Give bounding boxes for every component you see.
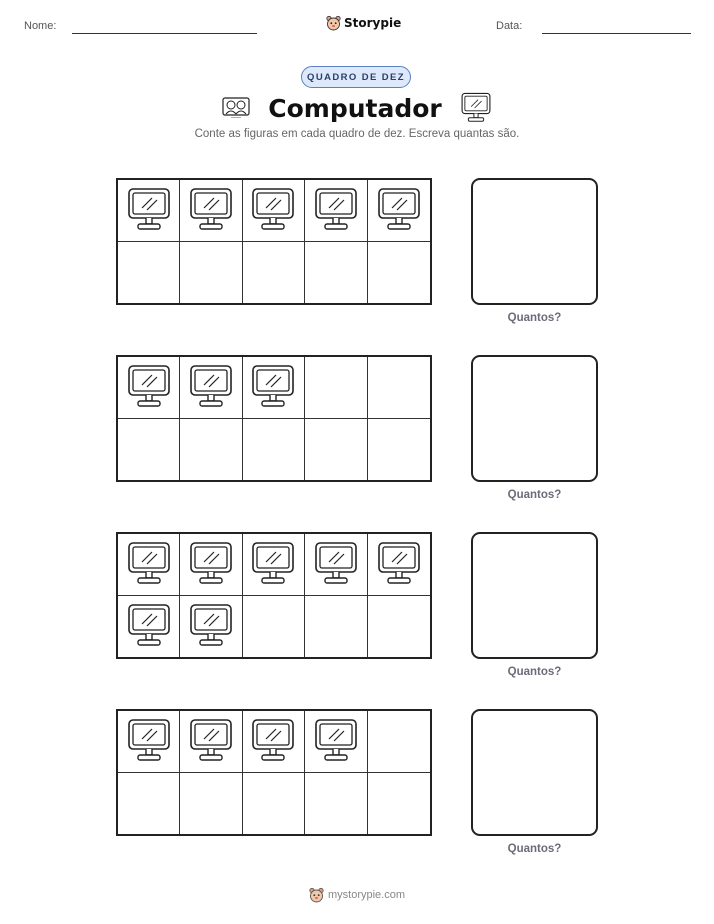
ten-frame-cell — [180, 242, 242, 304]
ten-frame-cell — [305, 534, 367, 596]
footer — [0, 884, 714, 906]
ten-frame-cell — [180, 711, 242, 773]
ten-frame — [116, 355, 432, 482]
ten-frame-cell — [180, 534, 242, 596]
ten-frame-cell — [305, 357, 367, 419]
ten-frame — [116, 709, 432, 836]
date-label: Data: — [496, 20, 523, 32]
computer-monitor-icon — [127, 187, 171, 233]
ten-frame-cell — [180, 419, 242, 481]
brand-name: Storypie — [344, 16, 402, 30]
answer-box[interactable] — [471, 178, 598, 305]
ten-frame-cell — [243, 596, 305, 658]
computer-monitor-icon — [314, 718, 358, 764]
brand-logo — [326, 13, 401, 33]
computer-monitor-icon — [127, 603, 171, 649]
instructions: Conte as figuras em cada quadro de dez. Escreva quantas são. — [194, 128, 520, 140]
kids-picture-icon — [222, 97, 250, 119]
ten-frame-cell — [305, 180, 367, 242]
footer-url: mystorypie.com — [327, 889, 406, 901]
answer-box[interactable] — [471, 355, 598, 482]
ten-frame-cell — [368, 357, 430, 419]
computer-monitor-icon — [251, 718, 295, 764]
answer-label: Quantos? — [507, 312, 562, 324]
computer-monitor-icon — [314, 541, 358, 587]
title-row — [0, 88, 714, 128]
ten-frame-cell — [305, 596, 367, 658]
computer-monitor-icon — [127, 718, 171, 764]
ten-frame-cell — [118, 242, 180, 304]
computer-monitor-icon — [189, 718, 233, 764]
ten-frame-cell — [243, 419, 305, 481]
computer-monitor-icon — [460, 92, 492, 124]
computer-monitor-icon — [314, 187, 358, 233]
ten-frame-cell — [118, 711, 180, 773]
answer-label: Quantos? — [507, 666, 562, 678]
storypie-mascot-icon — [309, 887, 324, 904]
ten-frame-cell — [305, 773, 367, 835]
answer-label: Quantos? — [507, 843, 562, 855]
computer-monitor-icon — [189, 603, 233, 649]
answer-box[interactable] — [471, 709, 598, 836]
ten-frame-cell — [368, 534, 430, 596]
ten-frame-cell — [368, 711, 430, 773]
computer-monitor-icon — [189, 364, 233, 410]
computer-monitor-icon — [377, 541, 421, 587]
ten-frame-cell — [243, 773, 305, 835]
computer-monitor-icon — [189, 187, 233, 233]
ten-frame-cell — [305, 419, 367, 481]
ten-frame-cell — [368, 773, 430, 835]
computer-monitor-icon — [251, 364, 295, 410]
ten-frame-cell — [243, 180, 305, 242]
ten-frame-cell — [243, 711, 305, 773]
computer-monitor-icon — [377, 187, 421, 233]
ten-frame-cell — [305, 711, 367, 773]
ten-frame-cell — [118, 596, 180, 658]
computer-monitor-icon — [251, 541, 295, 587]
ten-frame-cell — [118, 357, 180, 419]
ten-frame-cell — [180, 180, 242, 242]
ten-frame-cell — [368, 419, 430, 481]
ten-frame-cell — [368, 180, 430, 242]
ten-frame-cell — [118, 419, 180, 481]
ten-frame — [116, 532, 432, 659]
ten-frame-cell — [243, 357, 305, 419]
ten-frame-cell — [118, 773, 180, 835]
computer-monitor-icon — [127, 541, 171, 587]
computer-monitor-icon — [251, 187, 295, 233]
name-label: Nome: — [24, 20, 57, 32]
answer-box[interactable] — [471, 532, 598, 659]
ten-frame-cell — [305, 242, 367, 304]
ten-frame-cell — [180, 596, 242, 658]
ten-frame-cell — [243, 242, 305, 304]
answer-label: Quantos? — [507, 489, 562, 501]
ten-frame-cell — [368, 242, 430, 304]
worksheet-type-badge: QUADRO DE DEZ — [301, 66, 411, 88]
ten-frame-cell — [118, 534, 180, 596]
ten-frame-cell — [368, 596, 430, 658]
ten-frame-cell — [180, 773, 242, 835]
computer-monitor-icon — [189, 541, 233, 587]
storypie-mascot-icon — [326, 15, 341, 32]
name-line[interactable] — [72, 33, 257, 34]
computer-monitor-icon — [127, 364, 171, 410]
page-title: Computador — [268, 93, 442, 123]
ten-frame — [116, 178, 432, 305]
date-line[interactable] — [542, 33, 691, 34]
ten-frame-cell — [180, 357, 242, 419]
ten-frame-cell — [118, 180, 180, 242]
ten-frame-cell — [243, 534, 305, 596]
